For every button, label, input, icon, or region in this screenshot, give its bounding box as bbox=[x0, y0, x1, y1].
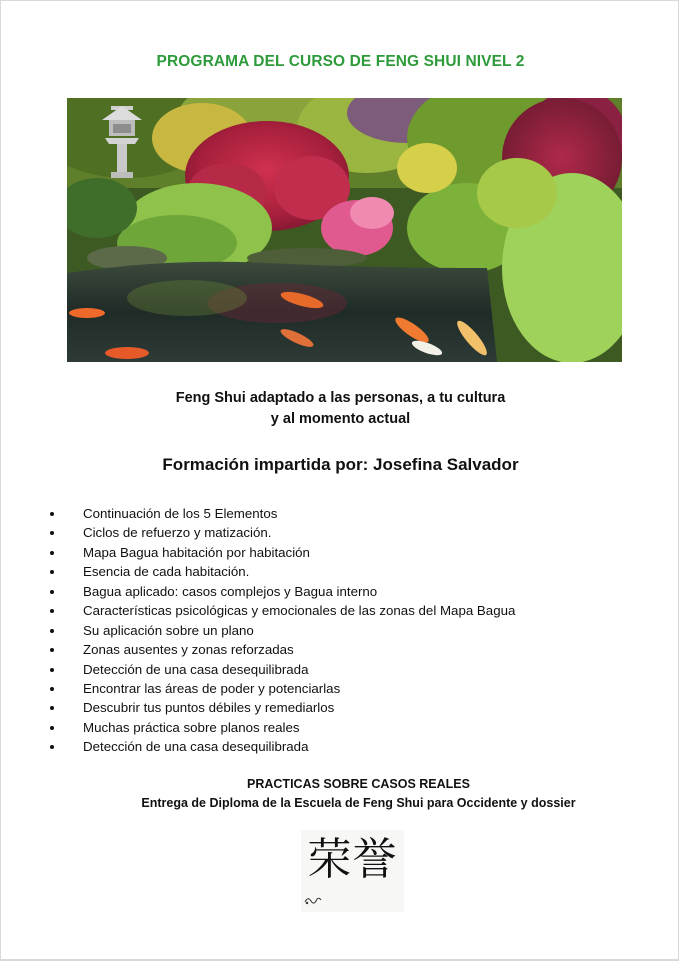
signature-icon bbox=[303, 892, 323, 906]
list-item-text: Encontrar las áreas de poder y potenciarlas bbox=[83, 680, 341, 696]
bullet-icon bbox=[50, 745, 54, 749]
list-item bbox=[49, 504, 515, 523]
subtitle bbox=[1, 388, 678, 430]
koi-pond-illustration bbox=[67, 98, 622, 362]
list-item-text: Zonas ausentes y zonas reforzadas bbox=[83, 642, 294, 658]
list-item-text: Muchas práctica sobre planos reales bbox=[83, 719, 300, 735]
bullet-icon bbox=[50, 512, 54, 516]
instructor-heading: Formación impartida por: Josefina Salvador bbox=[162, 455, 519, 474]
calligraphy-seal bbox=[301, 830, 404, 912]
bullet-icon bbox=[50, 590, 54, 594]
bullet-icon bbox=[50, 706, 54, 710]
list-item bbox=[49, 698, 515, 717]
bullet-icon bbox=[50, 629, 54, 633]
list-item bbox=[49, 679, 515, 698]
diploma-note: Entrega de Diploma de la Escuela de Feng Shui para Occidente y dossier bbox=[141, 796, 576, 810]
list-item bbox=[49, 543, 515, 562]
list-item-text: Detección de una casa desequilibrada bbox=[83, 739, 309, 755]
list-item bbox=[49, 582, 515, 601]
list-item-text: Continuación de los 5 Elementos bbox=[83, 506, 278, 521]
subtitle-line-2: y al momento actual bbox=[270, 411, 411, 427]
bullet-icon bbox=[50, 531, 54, 535]
list-item bbox=[49, 562, 515, 581]
koi-pond-garden-image bbox=[67, 98, 622, 362]
list-item bbox=[49, 621, 515, 640]
list-item-text: Su aplicación sobre un plano bbox=[83, 622, 254, 638]
list-item-text: Características psicológicas y emocionales de las zonas del Mapa Bagua bbox=[83, 603, 516, 619]
list-item bbox=[49, 718, 515, 737]
course-topics-list bbox=[49, 504, 515, 757]
list-item-text: Ciclos de refuerzo y matización. bbox=[83, 525, 272, 541]
list-item-text: Bagua aplicado: casos complejos y Bagua interno bbox=[83, 583, 378, 599]
list-item bbox=[49, 660, 515, 679]
bullet-icon bbox=[50, 726, 54, 730]
list-item-text: Descubrir tus puntos débiles y remediarlos bbox=[83, 700, 335, 716]
list-item-text: Detección de una casa desequilibrada bbox=[83, 661, 309, 677]
practicas-heading: PRACTICAS SOBRE CASOS REALES bbox=[247, 777, 470, 791]
list-item bbox=[49, 523, 515, 542]
list-item bbox=[49, 737, 515, 756]
bullet-icon bbox=[50, 570, 54, 574]
list-item bbox=[49, 640, 515, 659]
page-title: PROGRAMA DEL CURSO DE FENG SHUI NIVEL 2 bbox=[156, 53, 525, 70]
bullet-icon bbox=[50, 687, 54, 691]
bullet-icon bbox=[50, 551, 54, 555]
list-item bbox=[49, 601, 515, 620]
subtitle-line-1: Feng Shui adaptado a las personas, a tu cultura bbox=[175, 390, 506, 406]
bullet-icon bbox=[50, 648, 54, 652]
document-page bbox=[1, 1, 678, 959]
bullet-icon bbox=[50, 668, 54, 672]
list-item-text: Esencia de cada habitación. bbox=[83, 564, 250, 580]
bullet-icon bbox=[50, 609, 54, 613]
list-item-text: Mapa Bagua habitación por habitación bbox=[83, 544, 310, 560]
seal-characters: 荣誉 bbox=[307, 834, 398, 885]
